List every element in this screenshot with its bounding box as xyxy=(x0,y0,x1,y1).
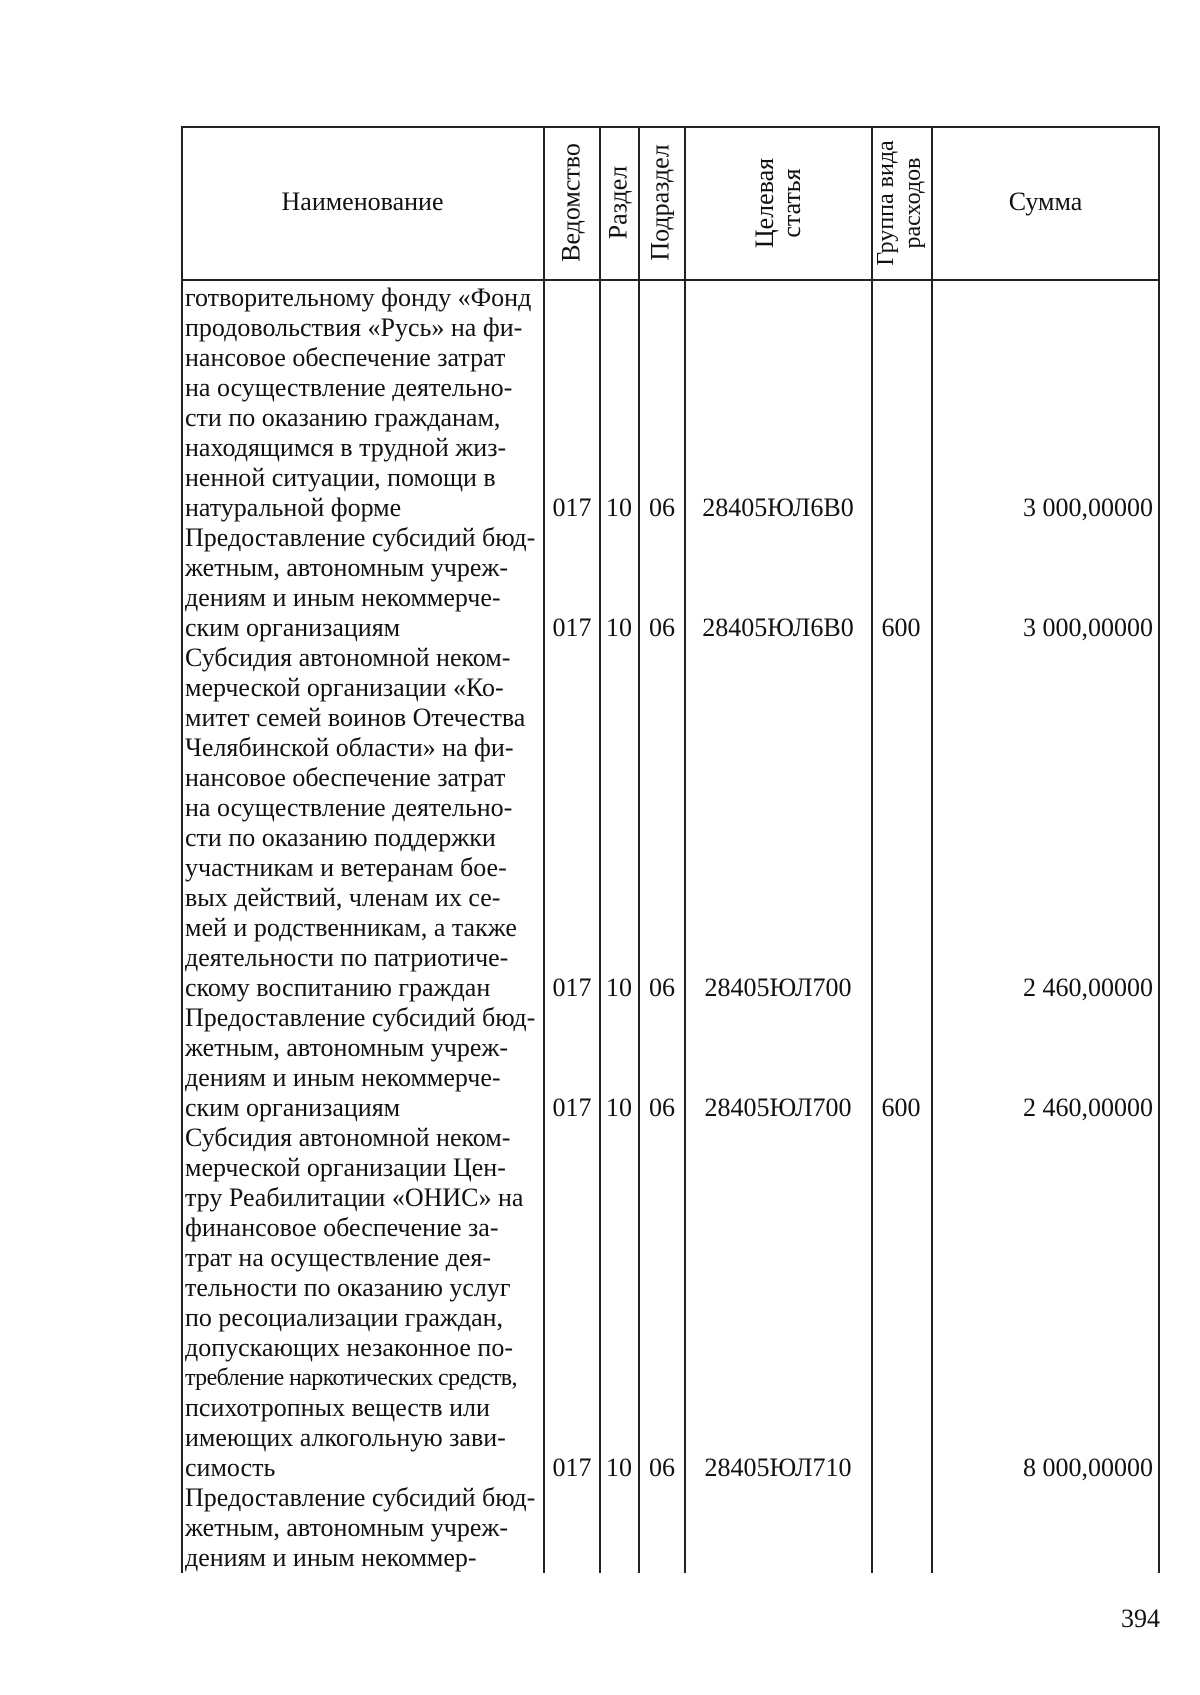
row-gruppa: 600 xyxy=(881,1093,921,1122)
row-name-line: по ресоциализации граждан, xyxy=(185,1303,504,1332)
row-name-line: сти по оказанию гражданам, xyxy=(185,403,501,432)
row-name-line: нансовое обеспечение затрат xyxy=(185,343,506,372)
header-summa: Сумма xyxy=(1008,187,1083,216)
row-summa: 3 000,00000 xyxy=(1023,613,1153,642)
col-divider-vedomstvo xyxy=(599,126,601,1573)
row-name-line: мерческой организации Цен- xyxy=(185,1153,506,1182)
header-gruppa-line2: расходов xyxy=(900,157,926,249)
row-podrazdel: 06 xyxy=(649,1453,675,1482)
header-bottom-border xyxy=(181,279,1160,281)
row-name-line: жетным, автономным учреж- xyxy=(185,1513,508,1542)
row-razdel: 10 xyxy=(606,973,632,1002)
row-summa: 2 460,00000 xyxy=(1023,1093,1153,1122)
row-summa: 8 000,00000 xyxy=(1023,1453,1153,1482)
row-podrazdel: 06 xyxy=(649,1093,675,1122)
row-vedomstvo: 017 xyxy=(552,973,592,1002)
row-name-line: Предоставление субсидий бюд- xyxy=(185,523,536,552)
row-celevaya: 28405ЮЛ710 xyxy=(704,1453,852,1482)
row-name-line: деятельности по патриотиче- xyxy=(185,943,509,972)
row-name-line: нансовое обеспечение затрат xyxy=(185,763,506,792)
col-divider-podrazdel xyxy=(684,126,686,1573)
header-podrazdel: Подраздел xyxy=(645,144,675,261)
row-name-line: психотропных веществ или xyxy=(185,1393,490,1422)
row-name-line: участникам и ветеранам бое- xyxy=(185,853,507,882)
row-name-line: ненной ситуации, помощи в xyxy=(185,463,496,492)
row-name-line: мей и родственникам, а также xyxy=(185,913,517,942)
row-name-line: ским организациям xyxy=(185,613,401,642)
row-name-line: тельности по оказанию услуг xyxy=(185,1273,511,1302)
col-divider-name xyxy=(543,126,545,1573)
row-name-line: Субсидия автономной неком- xyxy=(185,1123,511,1152)
table-top-border xyxy=(181,126,1160,128)
row-summa: 3 000,00000 xyxy=(1023,493,1153,522)
row-celevaya: 28405ЮЛ700 xyxy=(704,973,852,1002)
row-name-line: митет семей воинов Отечества xyxy=(185,703,526,732)
row-name-line: симость xyxy=(185,1453,276,1482)
row-name-line: ским организациям xyxy=(185,1093,401,1122)
row-name-line: натуральной форме xyxy=(185,493,402,522)
row-vedomstvo: 017 xyxy=(552,613,592,642)
col-divider-gruppa xyxy=(931,126,933,1573)
row-name-line: жетным, автономным учреж- xyxy=(185,553,508,582)
row-name-line: жетным, автономным учреж- xyxy=(185,1033,508,1062)
header-razdel: Раздел xyxy=(603,165,633,240)
row-name-line: имеющих алкогольную зави- xyxy=(185,1423,506,1452)
row-name-line: Челябинской области» на фи- xyxy=(185,733,514,762)
row-razdel: 10 xyxy=(606,1453,632,1482)
col-divider-razdel xyxy=(638,126,640,1573)
row-summa: 2 460,00000 xyxy=(1023,973,1153,1002)
row-razdel: 10 xyxy=(606,493,632,522)
row-name-line: допускающих незаконное по- xyxy=(185,1333,513,1362)
row-podrazdel: 06 xyxy=(649,493,675,522)
row-name-line: дениям и иным некоммерче- xyxy=(185,583,501,612)
header-vedomstvo: Ведомство xyxy=(556,143,586,262)
row-name-line: скому воспитанию граждан xyxy=(185,973,491,1002)
row-name-line: Субсидия автономной неком- xyxy=(185,643,511,672)
page-number: 394 xyxy=(1121,1604,1160,1633)
row-name-line: находящимся в трудной жиз- xyxy=(185,433,507,462)
row-podrazdel: 06 xyxy=(649,973,675,1002)
row-name-line: финансовое обеспечение за- xyxy=(185,1213,499,1242)
row-name-line: готворительному фонду «Фонд xyxy=(185,283,532,312)
header-gruppa-line1: Группа вида xyxy=(873,140,899,266)
row-razdel: 10 xyxy=(606,1093,632,1122)
row-celevaya: 28405ЮЛ700 xyxy=(704,1093,852,1122)
row-name-line: тру Реабилитации «ОНИС» на xyxy=(185,1183,524,1212)
row-vedomstvo: 017 xyxy=(552,493,592,522)
col-divider-celevaya xyxy=(871,126,873,1573)
row-razdel: 10 xyxy=(606,613,632,642)
row-name-line: дениям и иным некоммер- xyxy=(185,1543,477,1572)
table-left-border xyxy=(181,126,183,1573)
header-gruppa xyxy=(873,133,929,273)
row-podrazdel: 06 xyxy=(649,613,675,642)
row-name-line: продовольствия «Русь» на фи- xyxy=(185,313,523,342)
table-right-border xyxy=(1158,126,1160,1573)
header-celevaya-line2: статья xyxy=(777,168,806,238)
row-name-line: Предоставление субсидий бюд- xyxy=(185,1483,536,1512)
row-name-line: на осуществление деятельно- xyxy=(185,373,513,402)
row-name-line: сти по оказанию поддержки xyxy=(185,823,496,852)
row-gruppa: 600 xyxy=(881,613,921,642)
header-celevaya xyxy=(751,133,807,273)
row-name-line: мерческой организации «Ко- xyxy=(185,673,504,702)
row-name-line: Предоставление субсидий бюд- xyxy=(185,1003,536,1032)
row-name-line: трат на осуществление дея- xyxy=(185,1243,492,1272)
row-name-line: дениям и иным некоммерче- xyxy=(185,1063,501,1092)
header-celevaya-line1: Целевая xyxy=(750,157,779,249)
row-name-line: вых действий, членам их се- xyxy=(185,883,501,912)
row-celevaya: 28405ЮЛ6В0 xyxy=(702,613,854,642)
row-name-line: требление наркотических средств, xyxy=(185,1365,517,1391)
row-celevaya: 28405ЮЛ6В0 xyxy=(702,493,854,522)
header-name: Наименование xyxy=(281,187,444,216)
row-vedomstvo: 017 xyxy=(552,1093,592,1122)
row-name-line: на осуществление деятельно- xyxy=(185,793,513,822)
row-vedomstvo: 017 xyxy=(552,1453,592,1482)
